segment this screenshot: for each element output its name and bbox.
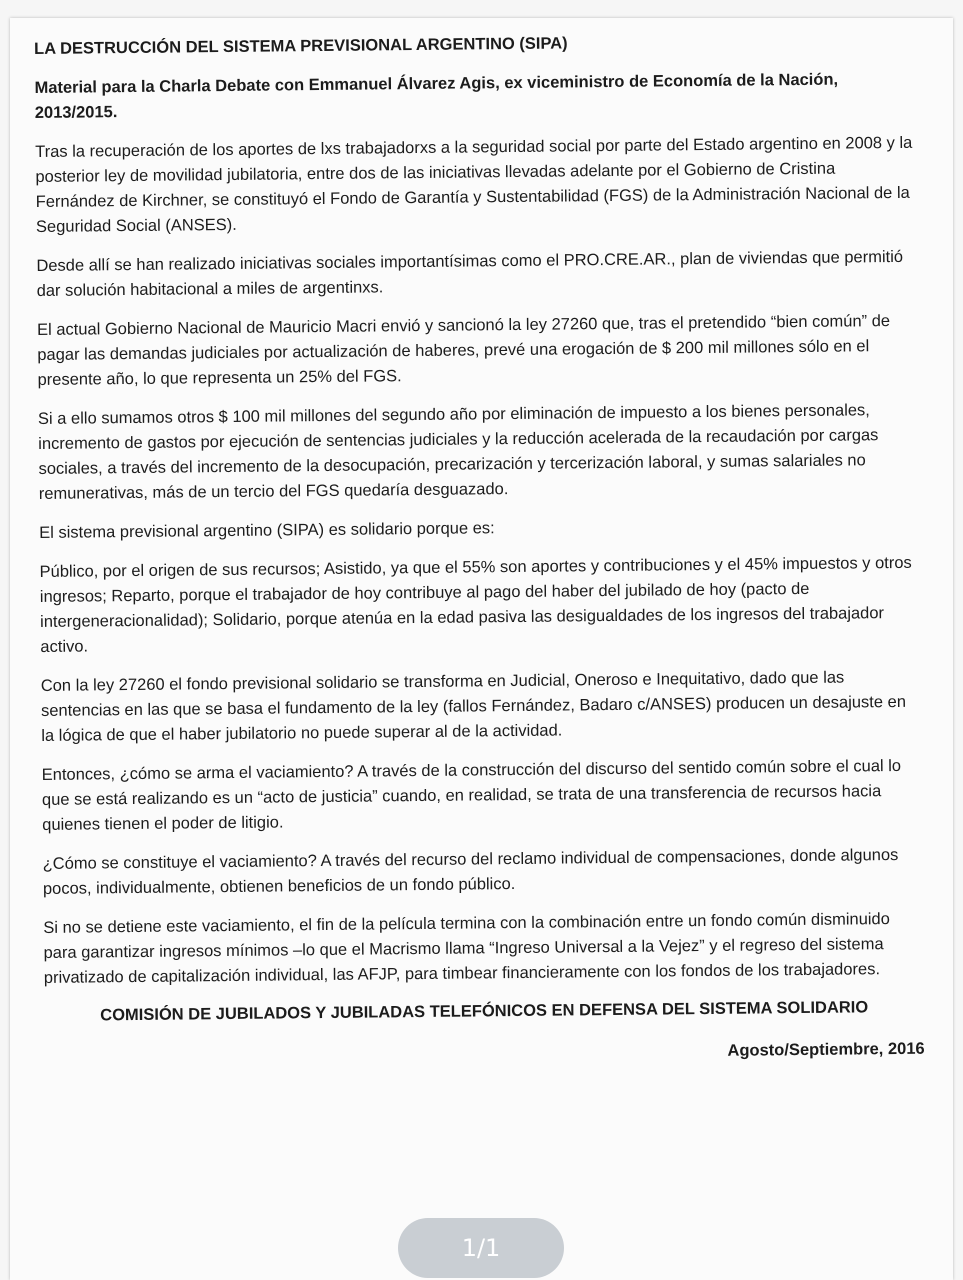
- paragraph-10: Si no se detiene este vaciamiento, el fin de la película termina con la combinación entre un fondo común disminuido para garantizar ingresos mínimos –lo que el Macrismo llama “Ingreso Universal a la Vejez” y el regreso del sistema privatizado de capitalización individual, las AFJP, para timbear financieramente con los fondos de los trabajadores.: [43, 910, 890, 987]
- paragraph-7: Con la ley 27260 el fondo previsional solidario se transforma en Judicial, Oneroso e Inequitativo, dado que las sentencias en las que se basa el fundamento de la ley (fallos Fernández, Badaro c/ANSES) producen un desajuste en la lógica de que el haber jubilatorio no puede superar al de la actividad.: [40, 668, 907, 745]
- document-date: Agosto/Septiembre, 2016: [727, 1039, 925, 1060]
- paragraph-8: Entonces, ¿cómo se arma el vaciamiento? A través de la construcción del discurso del sentido común sobre el cual lo que se está realizando es un “acto de justicia” cuando, en realidad, se trata de una transferencia de recursos hacia quienes tienen el poder de litigio.: [41, 756, 902, 834]
- paragraph-9: ¿Cómo se constituye el vaciamiento? A través del recurso del reclamo individual de compensaciones, donde algunos pocos, individualmente, obtienen beneficios de un fondo público.: [42, 845, 899, 898]
- paragraph-6: Público, por el origen de sus recursos; Asistido, ya que el 55% son aportes y contribuciones y el 45% impuestos y otros ingresos; Reparto, porque el trabajador de hoy contribuye al pago del haber del jubilado de hoy (pacto de intergeneracionalidad); Solidario, porque atenúa en la edad pasiva las desigualdades de los ingresos del trabajador activo.: [39, 553, 912, 656]
- document-title: LA DESTRUCCIÓN DEL SISTEMA PREVISIONAL ARGENTINO (SIPA): [34, 34, 568, 58]
- paragraph-4: Si a ello sumamos otros $ 100 mil millones del segundo año por eliminación de impuesto a los bienes personales, incremento de gastos por ejecución de sentencias judiciales y la reducción acelerada de la recaudación por cargas sociales, a través del incremento de la desocupación, precarización y tercerización laboral, y sumas salariales no remunerativas, más de un tercio del FGS quedaría desguazado.: [37, 401, 879, 503]
- document-subtitle: Material para la Charla Debate con Emmanuel Álvarez Agis, ex viceministro de Economía de la Nación, 2013/2015.: [34, 70, 839, 122]
- document-signature: COMISIÓN DE JUBILADOS Y JUBILADAS TELEFÓNICOS EN DEFENSA DEL SISTEMA SOLIDARIO: [100, 998, 869, 1025]
- paragraph-3: El actual Gobierno Nacional de Mauricio Macri envió y sancionó la ley 27260 que, tras el pretendido “bien común” de pagar las demandas judiciales por actualización de haberes, prevé una erogación de $ 200 mil millones sólo en el presente año, lo que representa un 25% del FGS.: [36, 312, 891, 389]
- paragraph-1: Tras la recuperación de los aportes de lxs trabajadorxs a la seguridad social por parte del Estado argentino en 2008 y la posterior ley de movilidad jubilatoria, entre dos de las iniciativas llevadas adelante por el Gobierno de Cristina Fernández de Kirchner, se constituyó el Fondo de Garantía y Sustentabilidad (FGS) de la Administración Nacional de la Seguridad Social (ANSES).: [35, 133, 913, 236]
- page-indicator: 1/1: [398, 1218, 564, 1278]
- document-page: [10, 18, 953, 1280]
- document-content: [34, 29, 925, 1069]
- paragraph-5: El sistema previsional argentino (SIPA) es solidario porque es:: [39, 519, 495, 542]
- paragraph-2: Desde allí se han realizado iniciativas sociales importantísimas como el PRO.CRE.AR., plan de viviendas que permitió dar solución habitacional a miles de argentinxs.: [36, 247, 904, 300]
